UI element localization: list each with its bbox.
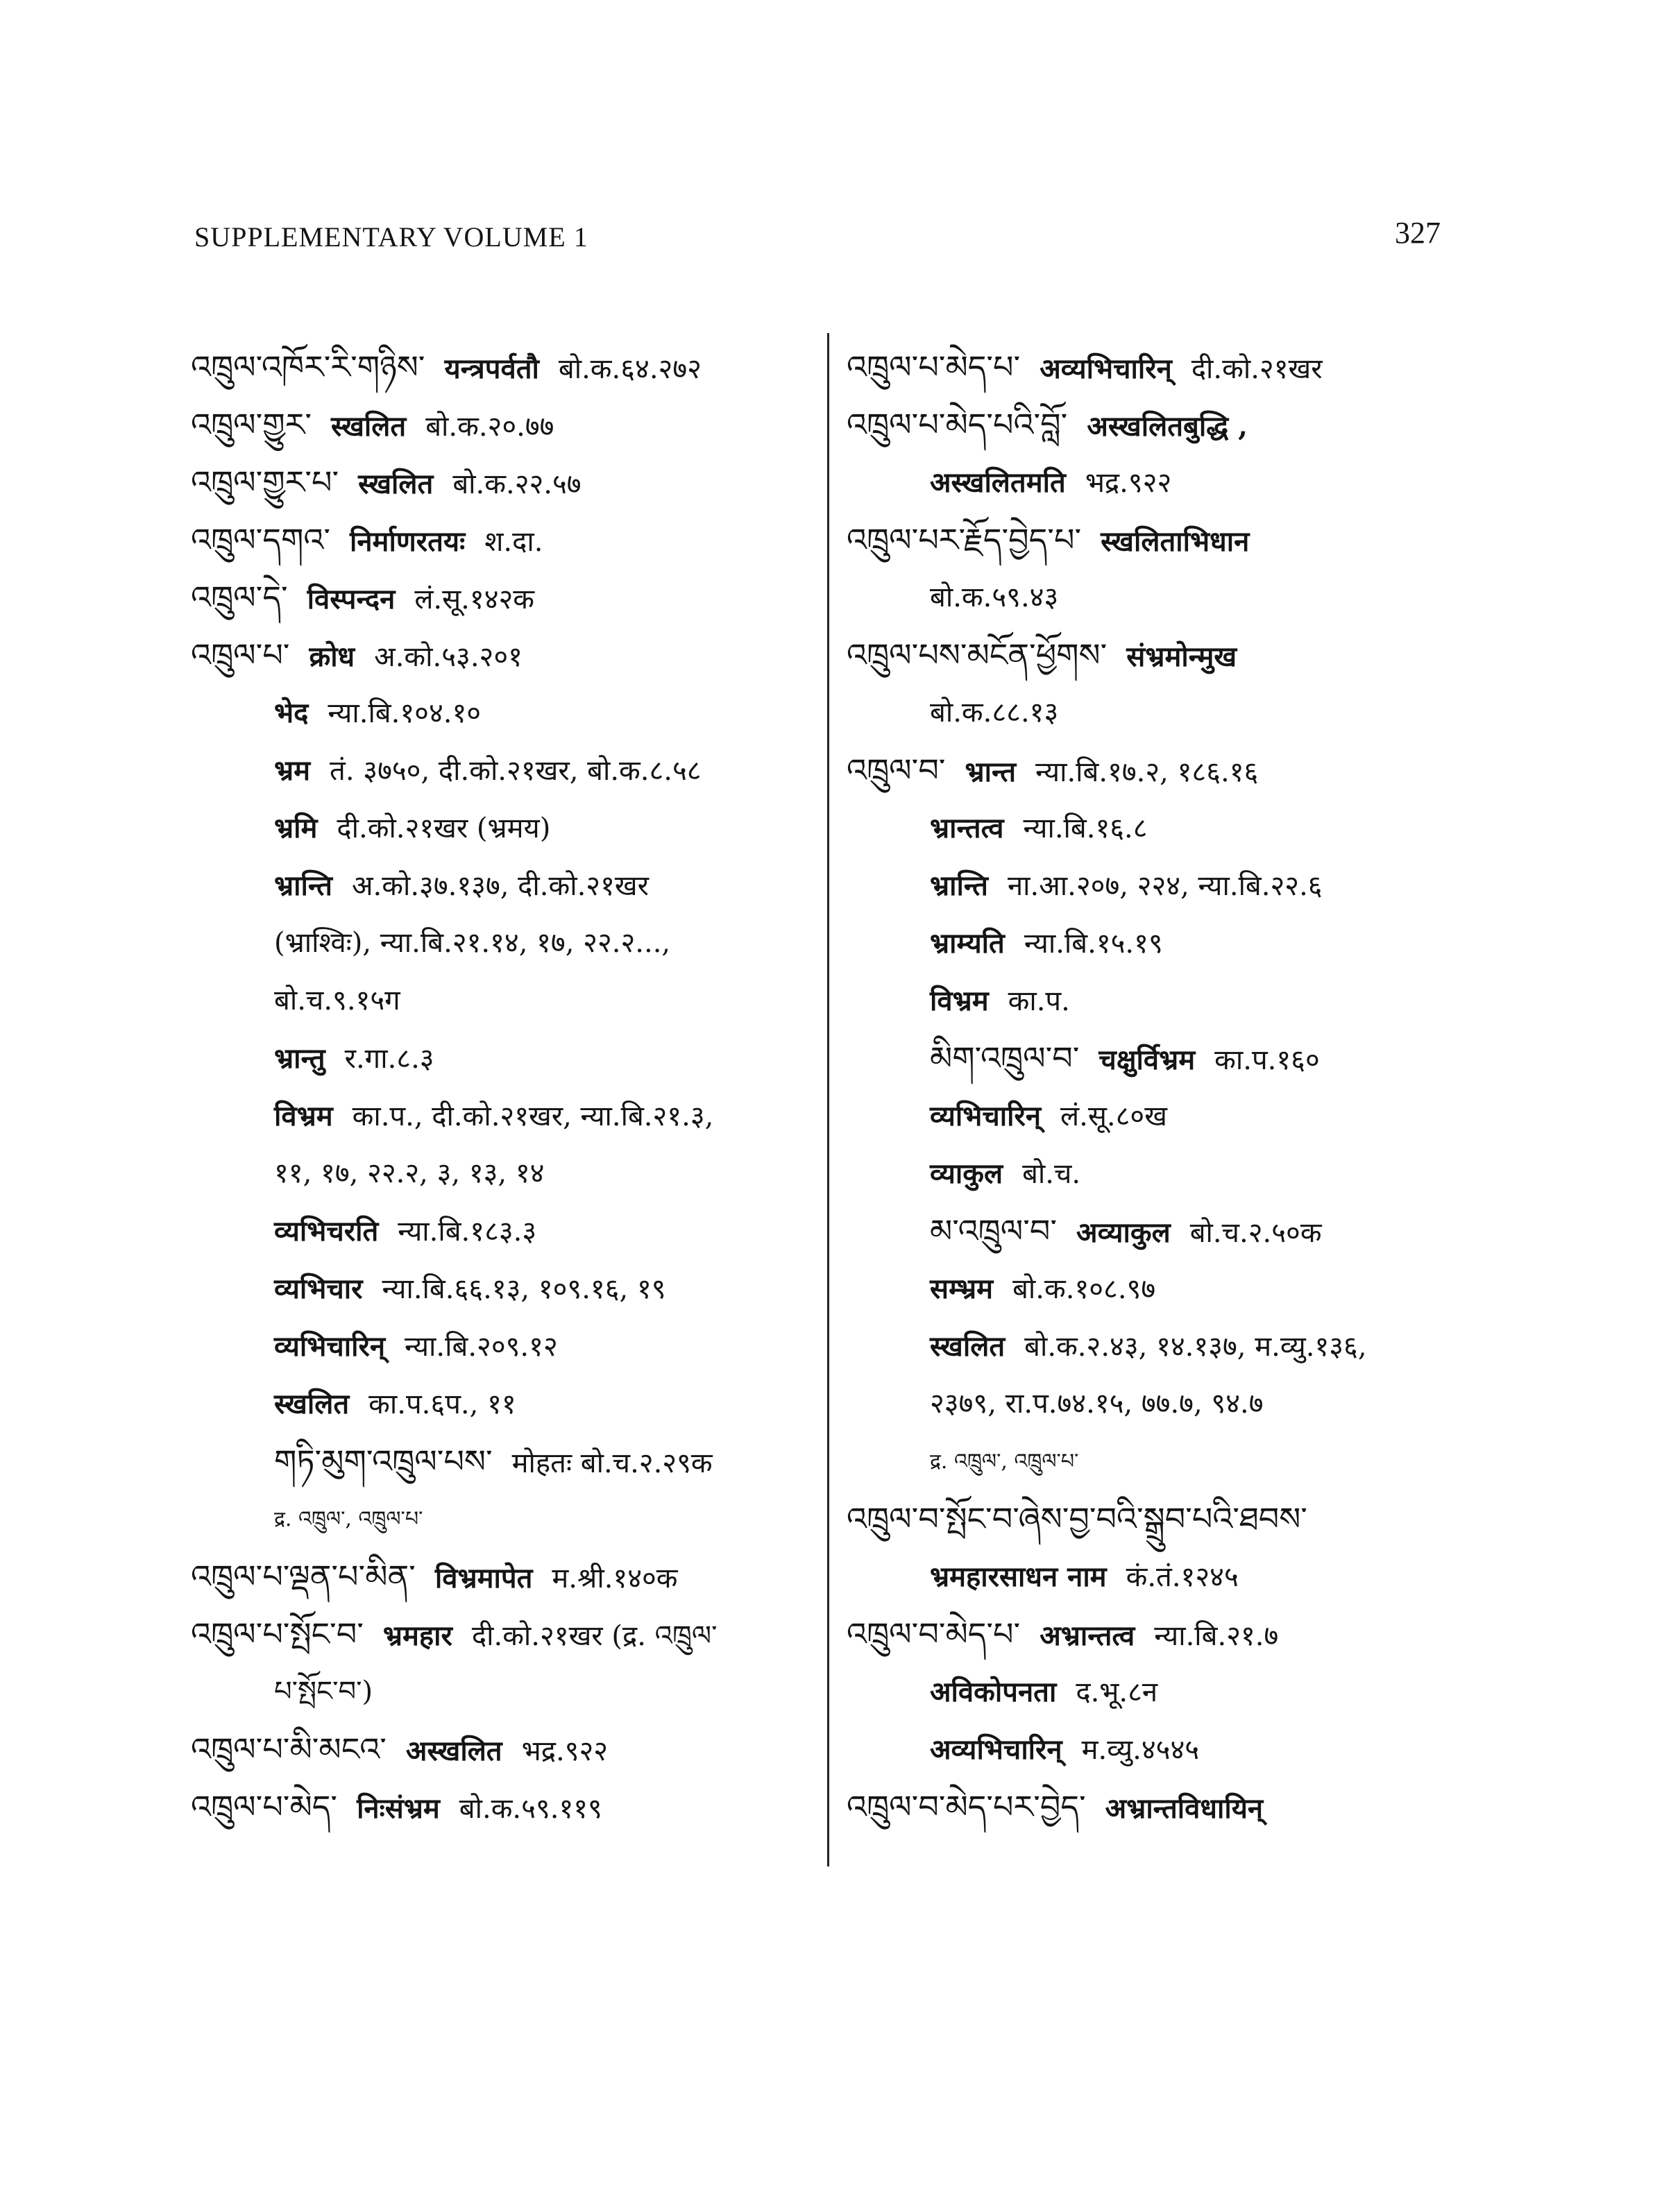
tibetan-headword: འཁྲུལ་པ་ bbox=[191, 636, 290, 674]
dictionary-entry-line bbox=[191, 1145, 815, 1202]
source-reference: का.प. bbox=[1008, 985, 1070, 1017]
dictionary-entry-line bbox=[847, 1145, 1457, 1202]
source-reference: बो.क.२०.७७ bbox=[425, 411, 554, 443]
sanskrit-equivalent: सम्भ्रम bbox=[930, 1273, 994, 1305]
tibetan-headword: འཁྲུལ་པ་མེད་པའི་བློ་ bbox=[847, 406, 1068, 443]
dictionary-entry-line bbox=[847, 454, 1457, 511]
source-reference: दी.को.२१खर bbox=[1191, 353, 1323, 385]
sanskrit-equivalent: व्यभिचरति bbox=[274, 1215, 379, 1248]
source-reference: दी.को.२१खर (भ्रमय) bbox=[337, 813, 551, 844]
source-reference: न्या.बि.१८३.३ bbox=[398, 1216, 537, 1248]
sanskrit-equivalent: भ्रान्तत्व bbox=[930, 812, 1004, 844]
dictionary-entry-line bbox=[191, 627, 815, 684]
dictionary-entry-line bbox=[191, 857, 815, 914]
source-reference: बो.क.५९.११९ bbox=[459, 1793, 602, 1825]
sanskrit-equivalent: संभ्रमोन्मुख bbox=[1126, 640, 1237, 673]
source-reference: बो.च. bbox=[1022, 1158, 1081, 1190]
running-header: SUPPLEMENTARY VOLUME 1 bbox=[194, 221, 588, 253]
sanskrit-equivalent: व्यभिचारिन् bbox=[930, 1100, 1042, 1132]
page-number: 327 bbox=[1395, 216, 1441, 250]
source-reference: तं. ३७५०, दी.को.२१खर, बो.क.८.५८ bbox=[330, 755, 702, 787]
dictionary-entry-line bbox=[847, 627, 1457, 684]
dictionary-entry-line bbox=[191, 1030, 815, 1087]
dictionary-entry-line bbox=[191, 1260, 815, 1318]
left-column bbox=[191, 339, 815, 1836]
dictionary-entry-line bbox=[847, 799, 1457, 857]
source-reference: बो.च.९.१५ग bbox=[274, 985, 400, 1016]
tibetan-headword: འཁྲུལ་པར་རྗོད་བྱེད་པ་ bbox=[847, 521, 1082, 559]
dictionary-entry-line bbox=[847, 1202, 1457, 1260]
source-reference: न्या.बि.१०४.१० bbox=[328, 697, 482, 729]
sanskrit-equivalent: क्रोध bbox=[309, 640, 355, 673]
sanskrit-equivalent: अभ्रान्तविधायिन् bbox=[1105, 1792, 1264, 1825]
dictionary-entry-line bbox=[847, 396, 1457, 454]
dictionary-entry-line bbox=[191, 1663, 815, 1721]
source-reference: बो.क.६४.२७२ bbox=[558, 353, 702, 385]
tibetan-headword: འཁྲུལ་པ་མེད་ bbox=[191, 1788, 338, 1826]
source-reference: बो.क.१०८.९७ bbox=[1012, 1273, 1156, 1305]
tibetan-headword: འཁྲུལ་བ་མེད་པ་ bbox=[847, 1615, 1021, 1653]
sanskrit-equivalent: अव्यभिचारिन् bbox=[1040, 352, 1172, 385]
dictionary-entry-line bbox=[847, 742, 1457, 799]
source-reference: द्र. འཁྲུལ་, འཁྲུལ་པ་ bbox=[274, 1507, 423, 1531]
source-reference: न्या.बि.२०९.१२ bbox=[405, 1331, 558, 1363]
tibetan-headword: གཏི་མུག་འཁྲུལ་པས་ bbox=[274, 1443, 493, 1480]
dictionary-entry-line bbox=[847, 511, 1457, 569]
source-reference: बो.क.५९.४३ bbox=[930, 581, 1059, 613]
source-reference: न्या.बि.१७.२, १८६.१६ bbox=[1035, 756, 1259, 788]
source-reference: बो.क.२.४३, १४.१३७, म.व्यु.१३६, bbox=[1024, 1331, 1367, 1363]
source-reference: (भ्राश्विः), न्या.बि.२१.१४, १७, २२.२..., bbox=[274, 927, 671, 959]
dictionary-entry-line bbox=[847, 339, 1457, 396]
dictionary-entry-line bbox=[191, 1375, 815, 1433]
sanskrit-equivalent: भ्रान्ति bbox=[274, 869, 332, 902]
source-reference: लं.सू.१४२क bbox=[414, 584, 535, 615]
dictionary-entry-line bbox=[191, 799, 815, 857]
tibetan-headword: འཁྲུལ་གྱུར་པ་ bbox=[191, 463, 339, 501]
dictionary-entry-line bbox=[847, 1606, 1457, 1663]
sanskrit-equivalent: विभ्रम bbox=[274, 1100, 333, 1132]
sanskrit-equivalent: व्यभिचारिन् bbox=[274, 1330, 386, 1363]
sanskrit-equivalent: भ्रमहारसाधन नाम bbox=[930, 1560, 1107, 1593]
tibetan-headword: འཁྲུལ་དགའ་ bbox=[191, 521, 330, 559]
source-reference: कं.तं.१२४५ bbox=[1126, 1561, 1239, 1593]
sanskrit-equivalent: अव्यभिचारिन् bbox=[930, 1733, 1062, 1766]
dictionary-entry-line bbox=[191, 1490, 815, 1548]
source-reference: न्या.बि.६६.१३, १०९.१६, १९ bbox=[382, 1273, 666, 1305]
dictionary-entry-line bbox=[191, 1778, 815, 1836]
dictionary-entry-line bbox=[191, 1433, 815, 1490]
dictionary-entry-line bbox=[847, 1260, 1457, 1318]
sanskrit-equivalent: व्याकुल bbox=[930, 1157, 1003, 1190]
tibetan-headword: འཁྲུལ་བ་སྤོང་བ་ཞེས་བྱ་བའི་སྒྲུབ་པའི་ཐབས་ bbox=[847, 1500, 1307, 1538]
dictionary-entry-line bbox=[847, 1663, 1457, 1721]
right-column bbox=[847, 339, 1457, 1836]
dictionary-entry-line bbox=[191, 396, 815, 454]
dictionary-entry-line bbox=[847, 972, 1457, 1030]
sanskrit-equivalent: स्खलिताभिधान bbox=[1101, 525, 1250, 558]
sanskrit-equivalent: भ्रान्ति bbox=[930, 869, 988, 902]
sanskrit-equivalent: भ्रमि bbox=[274, 812, 318, 844]
source-reference: अ.को.३७.१३७, दी.को.२१खर bbox=[351, 870, 649, 902]
sanskrit-equivalent: भ्रमहार bbox=[382, 1619, 452, 1652]
source-reference: का.प.६प., ११ bbox=[368, 1388, 516, 1420]
source-reference: द्र. འཁྲུལ་, འཁྲུལ་པ་ bbox=[930, 1449, 1079, 1474]
tibetan-headword: འཁྲུལ་པ་ལྡན་པ་མིན་ bbox=[191, 1558, 416, 1595]
dictionary-entry-line bbox=[847, 569, 1457, 627]
dictionary-entry-line bbox=[847, 1433, 1457, 1490]
tibetan-headword: འཁྲུལ་པ་སྤོང་བ་ bbox=[191, 1615, 364, 1653]
dictionary-entry-line bbox=[847, 1778, 1457, 1836]
dictionary-entry-line bbox=[191, 742, 815, 799]
source-reference: का.प.१६० bbox=[1214, 1044, 1320, 1076]
sanskrit-equivalent: यन्त्रपर्वतौ bbox=[444, 352, 539, 385]
sanskrit-equivalent: विभ्रमापेत bbox=[434, 1562, 533, 1594]
dictionary-entry-line bbox=[847, 1318, 1457, 1375]
dictionary-entry-line bbox=[847, 1721, 1457, 1778]
source-reference: न्या.बि.१६.८ bbox=[1023, 813, 1148, 844]
sanskrit-equivalent: विस्पन्दन bbox=[307, 583, 396, 615]
sanskrit-equivalent: चक्षुर्विभ्रम bbox=[1098, 1044, 1196, 1076]
sanskrit-equivalent: स्खलित bbox=[331, 410, 407, 443]
dictionary-entry-line bbox=[191, 1202, 815, 1260]
sanskrit-equivalent: निर्माणरतयः bbox=[349, 525, 466, 558]
source-reference: बो.च.२.५०क bbox=[1189, 1217, 1322, 1249]
tibetan-headword: འཁྲུལ་དེ་ bbox=[191, 579, 288, 616]
tibetan-headword: མ་འཁྲུལ་བ་ bbox=[930, 1212, 1058, 1250]
dictionary-entry-line bbox=[191, 1318, 815, 1375]
dictionary-entry-line bbox=[847, 857, 1457, 914]
dictionary-entry-line bbox=[847, 1548, 1457, 1606]
dictionary-entry-line bbox=[191, 339, 815, 396]
sanskrit-equivalent: अव्याकुल bbox=[1076, 1216, 1171, 1249]
dictionary-entry-line bbox=[847, 1030, 1457, 1087]
tibetan-headword: འཁྲུལ་འཁོར་རི་གཉིས་ bbox=[191, 348, 425, 386]
dictionary-entry-line bbox=[191, 914, 815, 972]
source-reference: भद्र.९२२ bbox=[1085, 467, 1172, 499]
sanskrit-equivalent: भ्रान्तु bbox=[274, 1042, 325, 1075]
source-reference: का.प., दी.को.२१खर, न्या.बि.२१.३, bbox=[352, 1100, 714, 1132]
dictionary-entry-line bbox=[847, 684, 1457, 742]
tibetan-headword: མིག་འཁྲུལ་བ་ bbox=[930, 1039, 1080, 1077]
sanskrit-equivalent: भेद bbox=[274, 697, 309, 729]
dictionary-entry-line bbox=[191, 1548, 815, 1606]
source-reference: २३७९, रा.प.७४.१५, ७७.७, ९४.७ bbox=[930, 1388, 1264, 1420]
dictionary-entry-line bbox=[847, 1375, 1457, 1433]
sanskrit-equivalent: स्खलित bbox=[930, 1330, 1006, 1363]
source-reference: न्या.बि.१५.१९ bbox=[1024, 928, 1163, 960]
dictionary-entry-line bbox=[191, 511, 815, 569]
sanskrit-equivalent: भ्राम्यति bbox=[930, 927, 1005, 960]
sanskrit-equivalent: अविकोपनता bbox=[930, 1676, 1057, 1708]
tibetan-headword: འཁྲུལ་པས་མངོན་ཕྱོགས་ bbox=[847, 636, 1108, 674]
sanskrit-equivalent: निःसंभ्रम bbox=[357, 1792, 440, 1825]
dictionary-entry-line bbox=[191, 1087, 815, 1145]
dictionary-entry-line bbox=[847, 1490, 1457, 1548]
source-reference: बो.क.२२.५७ bbox=[452, 468, 582, 500]
dictionary-entry-line bbox=[191, 1606, 815, 1663]
sanskrit-equivalent: व्यभिचार bbox=[274, 1273, 363, 1305]
sanskrit-equivalent: स्खलित bbox=[358, 468, 434, 500]
dictionary-entry-line bbox=[191, 569, 815, 627]
dictionary-entry-line bbox=[191, 684, 815, 742]
source-reference: ना.आ.२०७, २२४, न्या.बि.२२.६ bbox=[1007, 870, 1323, 902]
dictionary-entry-line bbox=[191, 454, 815, 511]
source-reference: अ.को.५३.२०१ bbox=[374, 641, 523, 673]
source-reference: र.गा.८.३ bbox=[344, 1043, 434, 1075]
source-reference: भद्र.९२२ bbox=[521, 1735, 609, 1767]
sanskrit-equivalent: अस्खलितमति bbox=[930, 466, 1066, 499]
dictionary-entry-line bbox=[847, 1087, 1457, 1145]
source-reference: मोहतः बो.च.२.२९क bbox=[511, 1447, 713, 1479]
source-reference: པ་སྤོང་བ་) bbox=[274, 1676, 373, 1708]
tibetan-headword: འཁྲུལ་པ་མི་མངའ་ bbox=[191, 1730, 387, 1768]
source-reference: श.दा. bbox=[484, 526, 543, 558]
dictionary-entry-line bbox=[847, 914, 1457, 972]
tibetan-headword: འཁྲུལ་བ་ bbox=[847, 751, 946, 789]
sanskrit-equivalent: भ्रान्त bbox=[965, 756, 1017, 788]
source-reference: म.व्यु.४५४५ bbox=[1081, 1734, 1200, 1766]
column-divider bbox=[827, 333, 829, 1866]
source-reference: ११, १७, २२.२, ३, १३, १४ bbox=[274, 1157, 545, 1189]
source-reference: म.श्री.१४०क bbox=[552, 1563, 678, 1594]
sanskrit-equivalent: स्खलित bbox=[274, 1388, 350, 1420]
sanskrit-equivalent: अस्खलितबुद्धि , bbox=[1087, 410, 1248, 443]
sanskrit-equivalent: अभ्रान्तत्व bbox=[1040, 1619, 1135, 1652]
source-reference: लं.सू.८०ख bbox=[1060, 1100, 1167, 1132]
source-reference: न्या.बि.२१.७ bbox=[1154, 1620, 1279, 1652]
sanskrit-equivalent: भ्रम bbox=[274, 754, 311, 787]
sanskrit-equivalent: अस्खलित bbox=[405, 1735, 502, 1767]
dictionary-entry-line bbox=[191, 1721, 815, 1778]
source-reference: दी.को.२१खर (द्र. འཁྲུལ་ bbox=[471, 1620, 718, 1652]
dictionary-entry-line bbox=[191, 972, 815, 1030]
tibetan-headword: འཁྲུལ་བ་མེད་པར་བྱེད་ bbox=[847, 1788, 1086, 1826]
tibetan-headword: འཁྲུལ་གྱུར་ bbox=[191, 406, 312, 443]
sanskrit-equivalent: विभ्रम bbox=[930, 985, 989, 1017]
tibetan-headword: འཁྲུལ་པ་མེད་པ་ bbox=[847, 348, 1021, 386]
source-reference: द.भू.८न bbox=[1076, 1676, 1158, 1708]
source-reference: बो.क.८८.१३ bbox=[930, 697, 1059, 729]
